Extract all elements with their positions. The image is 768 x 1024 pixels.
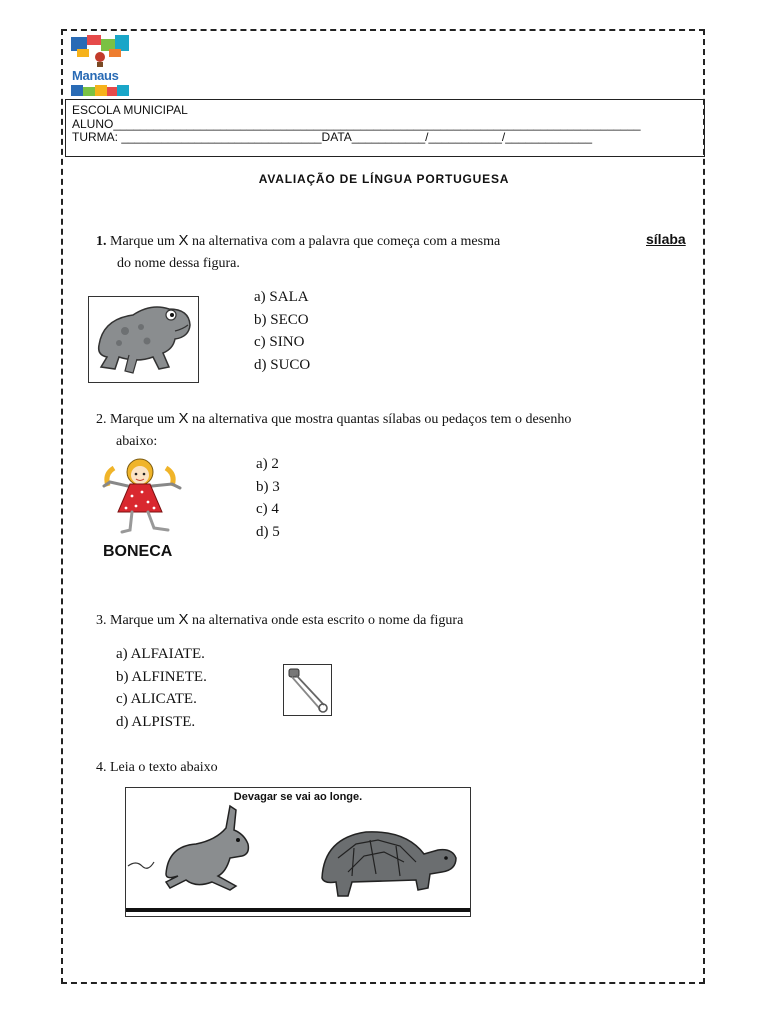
question-4-text: Leia o texto abaixo bbox=[110, 760, 218, 775]
school-name: ESCOLA MUNICIPAL bbox=[72, 103, 188, 117]
question-3-option-d[interactable]: d) ALPISTE. bbox=[116, 713, 196, 730]
question-1-line2: do nome dessa figura. bbox=[117, 256, 240, 271]
tale-image-title: Devagar se vai ao longe. bbox=[233, 791, 363, 803]
question-3-option-b[interactable]: b) ALFINETE. bbox=[116, 668, 207, 685]
toad-illustration-icon bbox=[89, 297, 198, 382]
toad-figure bbox=[88, 296, 199, 383]
question-1-option-a[interactable]: a) SALA bbox=[254, 289, 309, 305]
question-1-x: X bbox=[178, 232, 189, 249]
doll-figure bbox=[96, 456, 186, 538]
logo-brand-text: Manaus bbox=[72, 68, 119, 83]
question-2-text-a: Marque um bbox=[110, 412, 179, 427]
manaus-logo bbox=[71, 35, 129, 97]
question-1-option-d[interactable]: d) SUCO bbox=[254, 356, 311, 373]
safety-pin-figure bbox=[283, 664, 332, 716]
question-1-options bbox=[254, 286, 310, 376]
question-1-text-a: Marque um bbox=[110, 234, 179, 249]
question-3-text-a: Marque um bbox=[110, 613, 179, 628]
question-3-number: 3. bbox=[96, 613, 107, 628]
question-2-x: X bbox=[178, 410, 189, 427]
class-date-line: TURMA: ______________________________DATA___________/___________/_____________ bbox=[72, 130, 593, 144]
question-1-option-b[interactable]: b) SECO bbox=[254, 311, 309, 328]
question-1 bbox=[96, 230, 656, 275]
question-3-option-a[interactable]: a) ALFAIATE. bbox=[116, 646, 205, 662]
question-2-line2: abaixo: bbox=[116, 434, 158, 449]
question-3-x: X bbox=[178, 611, 189, 628]
question-4 bbox=[96, 757, 218, 779]
page-title: AVALIAÇÃO DE LÍNGUA PORTUGUESA bbox=[258, 172, 510, 186]
question-3-options bbox=[116, 643, 207, 733]
question-3-option-c[interactable]: c) ALICATE. bbox=[116, 691, 197, 707]
student-header-box bbox=[65, 99, 705, 157]
hare-and-tortoise-illustration-icon bbox=[126, 788, 470, 916]
question-2-option-d[interactable]: d) 5 bbox=[256, 523, 280, 540]
question-3 bbox=[96, 609, 656, 632]
safety-pin-illustration-icon bbox=[284, 665, 331, 715]
logo-mark-icon bbox=[71, 35, 129, 97]
question-3-text-b: na alternativa onde esta escrito o nome da figura bbox=[188, 613, 464, 628]
question-4-number: 4. bbox=[96, 760, 107, 775]
question-2 bbox=[96, 408, 688, 453]
question-1-emphasis: sílaba bbox=[646, 231, 686, 247]
question-2-text-b: na alternativa que mostra quantas sílabas ou pedaços tem o desenho bbox=[188, 412, 572, 427]
student-name-line: ALUNO_______________________________________________________________________________ bbox=[72, 116, 641, 131]
question-1-option-c[interactable]: c) SINO bbox=[254, 334, 305, 350]
tale-figure bbox=[125, 787, 471, 917]
question-2-option-b[interactable]: b) 3 bbox=[256, 478, 280, 495]
question-1-number: 1. bbox=[96, 234, 107, 249]
question-2-options bbox=[256, 453, 280, 543]
doll-label: BONECA bbox=[103, 543, 173, 560]
question-2-option-c[interactable]: c) 4 bbox=[256, 501, 279, 517]
question-2-number: 2. bbox=[96, 412, 107, 427]
question-1-text-b: na alternativa com a palavra que começa com a mesma bbox=[188, 234, 501, 249]
question-2-option-a[interactable]: a) 2 bbox=[256, 456, 279, 472]
doll-illustration-icon bbox=[96, 456, 186, 538]
